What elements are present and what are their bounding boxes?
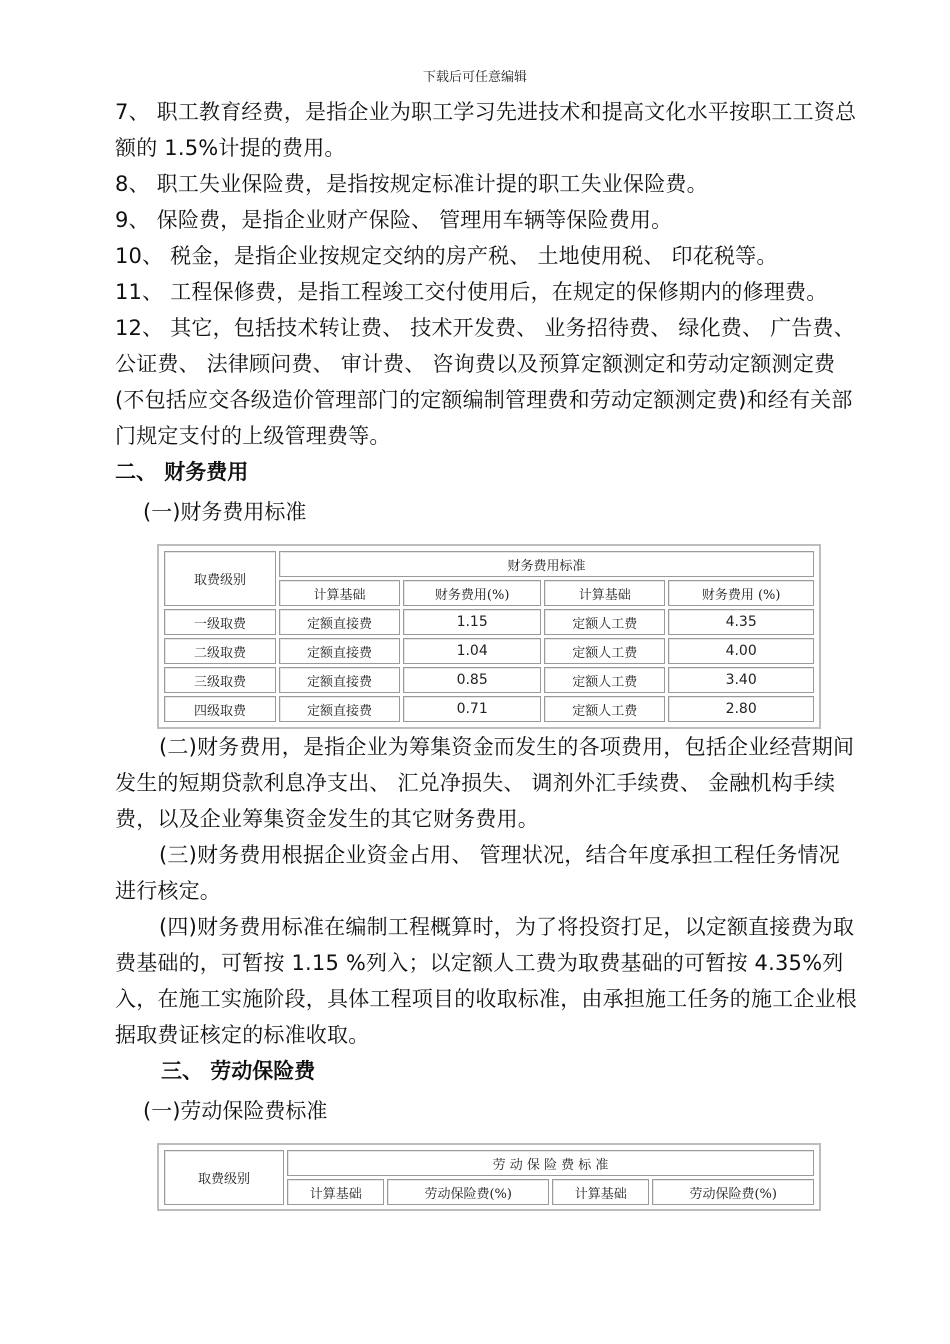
- subheading-finance-standard: (一)财务费用标准: [143, 500, 307, 524]
- base-cell: 定额人工费: [544, 609, 665, 635]
- value-cell: 2.80: [668, 696, 814, 722]
- level-header-cell: 取费级别: [164, 551, 276, 606]
- col-header: 财务费用 (%): [668, 580, 814, 606]
- section-heading-labor-insurance: 三、 劳动保险费: [161, 1059, 316, 1083]
- level-header-cell: 取费级别: [164, 1150, 284, 1205]
- col-header: 计算基础: [544, 580, 665, 606]
- col-header: 计算基础: [287, 1179, 384, 1205]
- level-cell: 四级取费: [164, 696, 276, 722]
- value-cell: 4.35: [668, 609, 814, 635]
- paragraph-item-9: 9、 保险费，是指企业财产保险、 管理用车辆等保险费用。: [115, 208, 673, 232]
- paragraph-finance-2: (二)财务费用，是指企业为筹集资金而发生的各项费用，包括企业经营期间发生的短期贷款利息净支出、 汇兑净损失、 调剂外汇手续费、 金融机构手续费，以及企业筹集资金发生的其它财务费用。: [115, 735, 855, 831]
- table-row: [164, 609, 814, 635]
- col-header: 计算基础: [552, 1179, 649, 1205]
- value-cell: 4.00: [668, 638, 814, 664]
- table-row: [164, 667, 814, 693]
- table-row: [164, 696, 814, 722]
- paragraph-finance-3: (三)财务费用根据企业资金占用、 管理状况，结合年度承担工程任务情况进行核定。: [115, 843, 840, 903]
- paragraph-item-8: 8、 职工失业保险费，是指按规定标准计提的职工失业保险费。: [115, 172, 708, 196]
- value-cell: 0.85: [403, 667, 541, 693]
- level-cell: 一级取费: [164, 609, 276, 635]
- page-header: 下载后可任意编辑: [422, 70, 527, 85]
- level-cell: 二级取费: [164, 638, 276, 664]
- base-cell: 定额人工费: [544, 696, 665, 722]
- finance-fee-table: [157, 544, 821, 729]
- paragraph-item-7: 7、 职工教育经费，是指企业为职工学习先进技术和提高文化水平按职工工资总额的 1.5%计提的费用。: [115, 100, 857, 160]
- value-cell: 1.04: [403, 638, 541, 664]
- labor-insurance-table: [157, 1143, 821, 1211]
- value-cell: 0.71: [403, 696, 541, 722]
- paragraph-finance-4: (四)财务费用标准在编制工程概算时，为了将投资打足，以定额直接费为取费基础的，可暂按 1.15 %列入；以定额人工费为取费基础的可暂按 4.35%列入，在施工实施阶段，具体工程项目的收取标准，由承担施工任务的施工企业根据取费证核定的标准收取。: [115, 915, 857, 1047]
- group-header-cell: 劳 动 保 险 费 标 准: [287, 1150, 814, 1176]
- col-header: 劳动保险费(%): [387, 1179, 549, 1205]
- paragraph-item-12: 12、 其它，包括技术转让费、 技术开发费、 业务招待费、 绿化费、 广告费、 公证费、 法律顾问费、 审计费、 咨询费以及预算定额测定和劳动定额测定费(不包括应交各级造价管理部门的定额编制管理费和劳动定额测定费)和经有关部门规定支付的上级管理费等。: [115, 316, 855, 448]
- value-cell: 1.15: [403, 609, 541, 635]
- paragraph-item-11: 11、 工程保修费，是指工程竣工交付使用后，在规定的保修期内的修理费。: [115, 280, 828, 304]
- col-header: 劳动保险费(%): [652, 1179, 814, 1205]
- col-header: 财务费用(%): [403, 580, 541, 606]
- level-cell: 三级取费: [164, 667, 276, 693]
- table-row: [164, 638, 814, 664]
- paragraph-item-10: 10、 税金，是指企业按规定交纳的房产税、 土地使用税、 印花税等。: [115, 244, 778, 268]
- value-cell: 3.40: [668, 667, 814, 693]
- base-cell: 定额人工费: [544, 667, 665, 693]
- base-cell: 定额直接费: [279, 696, 400, 722]
- base-cell: 定额人工费: [544, 638, 665, 664]
- base-cell: 定额直接费: [279, 638, 400, 664]
- base-cell: 定额直接费: [279, 667, 400, 693]
- col-header: 计算基础: [279, 580, 400, 606]
- base-cell: 定额直接费: [279, 609, 400, 635]
- document-body: [115, 94, 860, 1211]
- group-header-cell: 财务费用标准: [279, 551, 814, 577]
- subheading-labor-insurance-standard: (一)劳动保险费标准: [143, 1099, 328, 1123]
- section-heading-finance: 二、 财务费用: [115, 460, 249, 484]
